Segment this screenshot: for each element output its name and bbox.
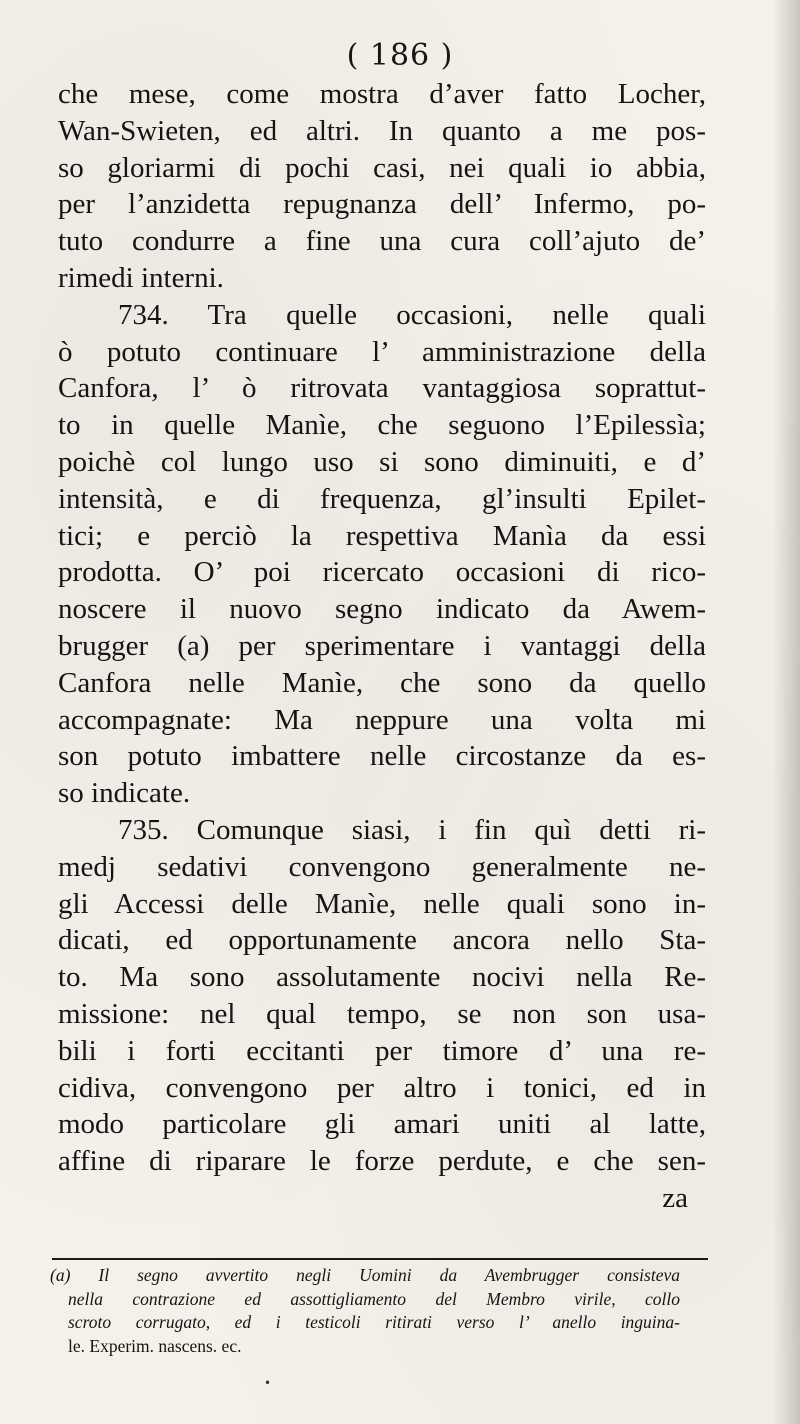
body-line: tuto condurre a fine una cura coll’ajuto de’	[58, 225, 706, 258]
body-line: Canfora, l’ ò ritrovata vantaggiosa soprattut-	[58, 372, 706, 405]
body-line: bili i forti eccitanti per timore d’ una re-	[58, 1034, 706, 1067]
body-line: poichè col lungo uso si sono diminuiti, e d’	[58, 445, 706, 478]
footnote-line: nella contrazione ed assottigliamento del Membro virile, collo	[68, 1288, 680, 1309]
body-line: rimedi interni.	[58, 261, 224, 294]
body-line: per l’anzidetta repugnanza dell’ Infermo, po-	[58, 188, 706, 221]
body-line: affine di riparare le forze perdute, e che sen-	[58, 1145, 706, 1178]
body-line: che mese, come mostra d’aver fatto Locher,	[58, 78, 706, 110]
footnote-line: scroto corrugato, ed i testicoli ritirati verso l’ anello inguina-	[68, 1312, 680, 1332]
footnote-rule	[52, 1258, 708, 1260]
body-line: gli Accessi delle Manìe, nelle quali sono in-	[58, 887, 706, 920]
body-line: medj sedativi convengono generalmente ne-	[58, 850, 706, 883]
body-line: tici; e perciò la respettiva Manìa da essi	[58, 519, 706, 552]
ink-speck: •	[264, 1376, 272, 1390]
body-line: Wan-Swieten, ed altri. In quanto a me pos-	[58, 114, 706, 147]
body-line: noscere il nuovo segno indicato da Awem-	[58, 593, 706, 626]
paragraph-734-start: 734. Tra quelle occasioni, nelle quali	[118, 298, 706, 331]
body-line: missione: nel qual tempo, se non son usa-	[58, 997, 706, 1030]
body-line: prodotta. O’ poi ricercato occasioni di rico-	[58, 556, 706, 589]
body-line: cidiva, convengono per altro i tonici, ed in	[58, 1071, 706, 1104]
footnote-line: (a) Il segno avvertito negli Uomini da Avembrugger consisteva	[50, 1265, 680, 1285]
body-line: intensità, e di frequenza, gl’insulti Epilet-	[58, 482, 706, 515]
body-line: son potuto imbattere nelle circostanze da es-	[58, 740, 706, 773]
body-line: accompagnate: Ma neppure una volta mi	[58, 703, 706, 736]
body-line: to. Ma sono assolutamente nocivi nella Re-	[58, 961, 706, 994]
body-line: dicati, ed opportunamente ancora nello Sta-	[58, 924, 706, 957]
footnote	[50, 1264, 680, 1358]
body-line: brugger (a) per sperimentare i vantaggi della	[58, 629, 706, 662]
page-number: ( 186 )	[346, 38, 454, 73]
body-line: so gloriarmi di pochi casi, nei quali io abbia,	[58, 151, 706, 184]
paragraph-735-start: 735. Comunque siasi, i fin quì detti ri-	[118, 813, 706, 846]
body-text	[58, 76, 706, 1217]
footnote-line: le. Experim. nascens. ec.	[68, 1335, 242, 1356]
body-line: modo particolare gli amari uniti al latte,	[58, 1108, 706, 1141]
page-gutter-shadow	[772, 0, 800, 1424]
body-line: to in quelle Manìe, che seguono l’Epilessìa;	[58, 409, 706, 442]
body-line: so indicate.	[58, 777, 191, 810]
body-line: Canfora nelle Manìe, che sono da quello	[58, 666, 706, 699]
body-line: ò potuto continuare l’ amministrazione della	[58, 335, 706, 368]
catchword: za	[662, 1181, 688, 1214]
